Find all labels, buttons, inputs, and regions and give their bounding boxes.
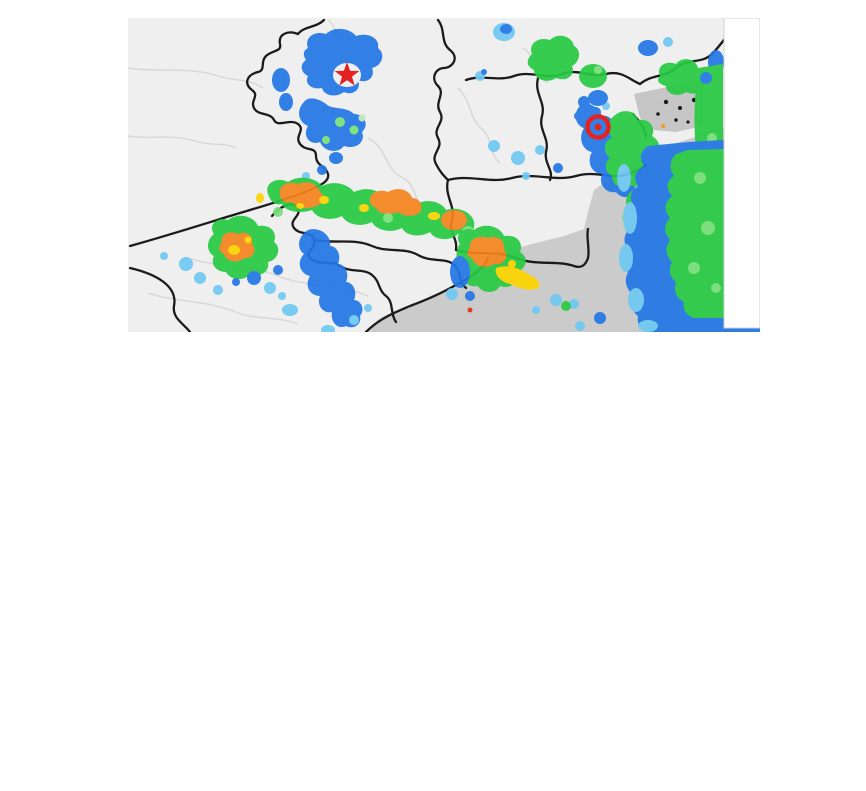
issue-time-line [75,341,866,365]
dbz-colorbar [724,18,760,328]
radar-map [128,18,760,332]
radar-figure [128,18,760,332]
